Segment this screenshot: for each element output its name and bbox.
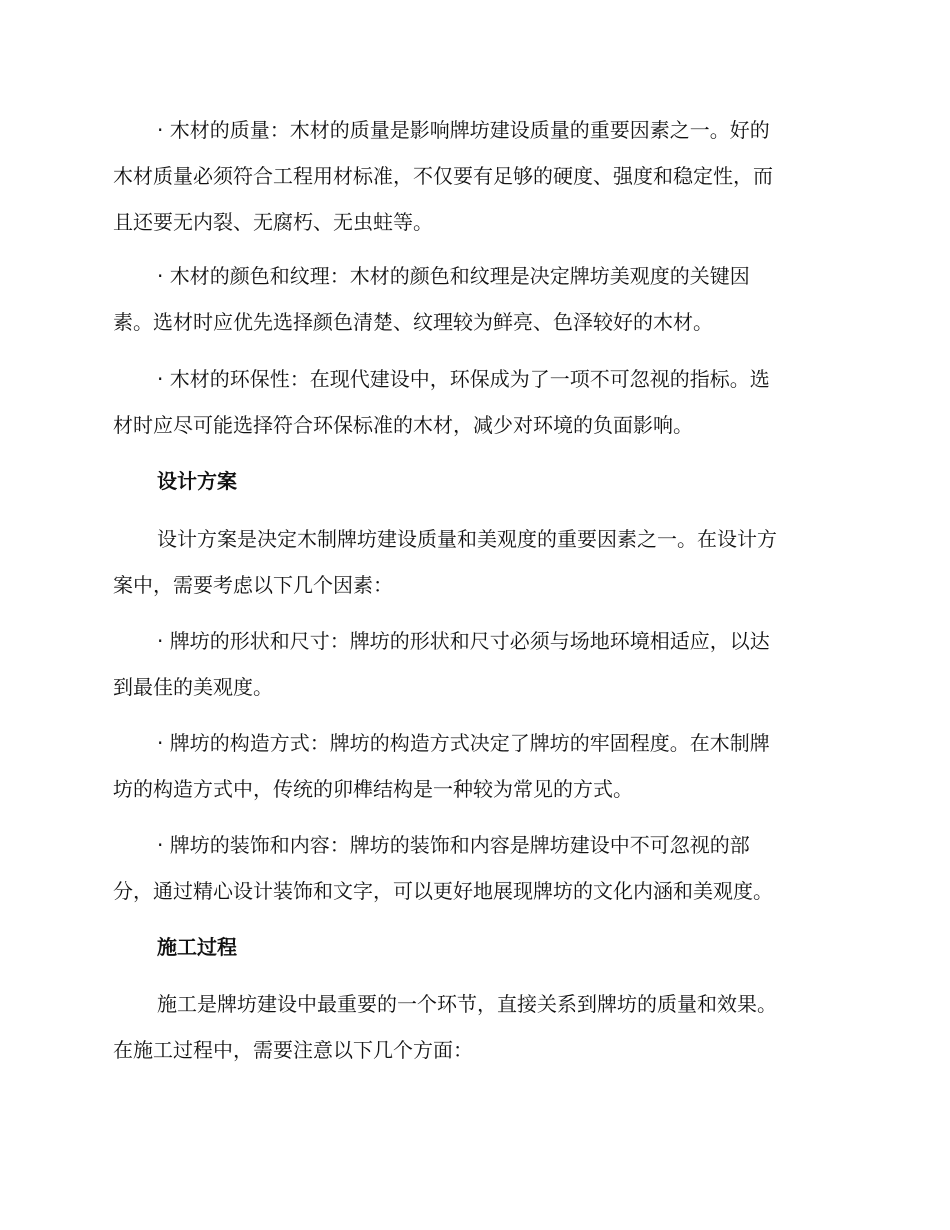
bullet-shape-size [113,618,833,710]
text-line: 施工是牌坊建设中最重要的一个环节，直接关系到牌坊的质量和效果。 [157,992,777,1016]
text-line: · 牌坊的装饰和内容：牌坊的装饰和内容是牌坊建设中不可忽视的部 [157,833,750,857]
paragraph-design-intro [113,516,833,608]
text-line: · 木材的环保性：在现代建设中，环保成为了一项不可忽视的指标。选 [157,367,770,391]
text-line: 设计方案是决定木制牌坊建设质量和美观度的重要因素之一。在设计方 [157,527,777,551]
text-line: · 木材的颜色和纹理：木材的颜色和纹理是决定牌坊美观度的关键因 [157,264,750,288]
text-line: · 木材的质量：木材的质量是影响牌坊建设质量的重要因素之一。好的 [157,118,770,142]
text-line: 在施工过程中，需要注意以下几个方面： [113,1038,473,1062]
heading-text: 施工过程 [157,935,237,959]
bullet-construction-method [113,720,833,812]
bullet-decoration-content [113,822,833,914]
text-line: 到最佳的美观度。 [113,675,273,699]
bullet-wood-quality [113,107,833,245]
heading-text: 设计方案 [157,469,237,493]
text-line: · 牌坊的形状和尺寸：牌坊的形状和尺寸必须与场地环境相适应，以达 [157,629,770,653]
text-line: 且还要无内裂、无腐朽、无虫蛀等。 [113,210,433,234]
text-line: 案中，需要考虑以下几个因素： [113,573,393,597]
text-line: 材时应尽可能选择符合环保标准的木材，减少对环境的负面影响。 [113,413,693,437]
text-line: · 牌坊的构造方式：牌坊的构造方式决定了牌坊的牢固程度。在木制牌 [157,731,770,755]
section-heading-construction [113,924,833,970]
bullet-wood-eco [113,356,833,448]
paragraph-construction-intro [113,981,833,1073]
bullet-wood-color-texture [113,253,833,345]
text-line: 分，通过精心设计装饰和文字，可以更好地展现牌坊的文化内涵和美观度。 [113,879,773,903]
text-line: 木材质量必须符合工程用材标准，不仅要有足够的硬度、强度和稳定性，而 [113,164,773,188]
text-line: 素。选材时应优先选择颜色清楚、纹理较为鲜亮、色泽较好的木材。 [113,310,713,334]
section-heading-design [113,458,833,504]
text-line: 坊的构造方式中，传统的卯榫结构是一种较为常见的方式。 [113,777,633,801]
